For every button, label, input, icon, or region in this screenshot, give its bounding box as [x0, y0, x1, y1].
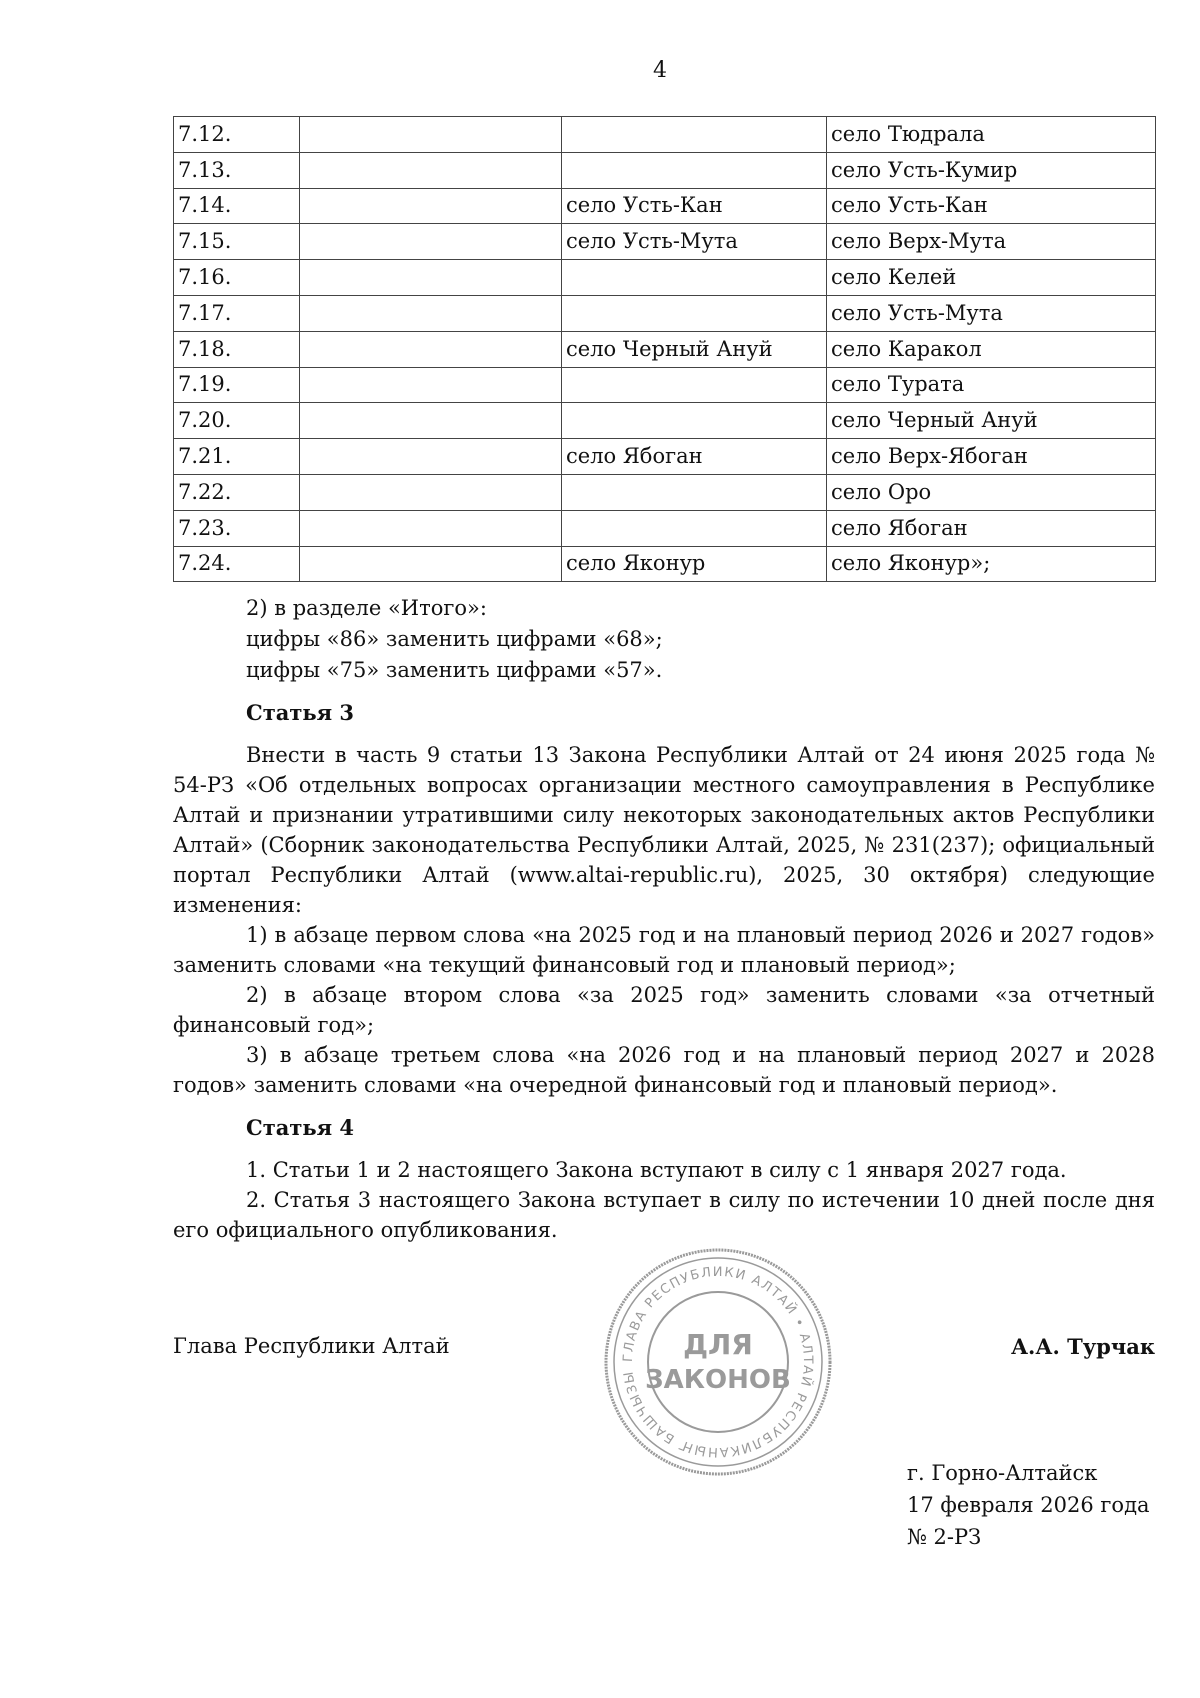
municipality-cell: [300, 188, 562, 224]
itogo-line-2: цифры «86» заменить цифрами «68»;: [246, 627, 663, 651]
admin-center-cell: село Усть-Мута: [562, 224, 827, 260]
settlement-cell: село Оро: [827, 474, 1156, 510]
admin-center-cell: село Яконур: [562, 546, 827, 582]
settlement-cell: село Келей: [827, 260, 1156, 296]
admin-center-cell: село Усть-Кан: [562, 188, 827, 224]
row-number-cell: 7.23.: [174, 510, 300, 546]
admin-center-cell: [562, 510, 827, 546]
municipality-cell: [300, 295, 562, 331]
row-number-cell: 7.16.: [174, 260, 300, 296]
municipality-cell: [300, 117, 562, 153]
row-number-cell: 7.24.: [174, 546, 300, 582]
seal-center-line-1: ДЛЯ: [683, 1328, 753, 1361]
row-number-cell: 7.21.: [174, 439, 300, 475]
table-row: [174, 224, 1156, 260]
article-3-paragraph-4: 3) в абзаце третьем слова «на 2026 год и на плановый период 2027 и 2028 годов» заменить словами «на очередной финансовый год и плановый период».: [173, 1043, 1155, 1097]
admin-center-cell: [562, 260, 827, 296]
settlement-cell: село Верх-Мута: [827, 224, 1156, 260]
row-number-cell: 7.12.: [174, 117, 300, 153]
official-seal: [602, 1246, 834, 1478]
place-city: г. Горно-Алтайск: [907, 1461, 1098, 1485]
settlement-cell: село Усть-Кан: [827, 188, 1156, 224]
row-number-cell: 7.18.: [174, 331, 300, 367]
municipality-cell: [300, 152, 562, 188]
table-row: [174, 188, 1156, 224]
settlement-cell: село Тюдрала: [827, 117, 1156, 153]
row-number-cell: 7.19.: [174, 367, 300, 403]
admin-center-cell: [562, 474, 827, 510]
admin-center-cell: [562, 117, 827, 153]
document-number: № 2-РЗ: [907, 1525, 982, 1549]
settlement-cell: село Усть-Мута: [827, 295, 1156, 331]
table-row: [174, 331, 1156, 367]
table-row: [174, 260, 1156, 296]
article-4-heading: Статья 4: [246, 1115, 355, 1140]
admin-center-cell: [562, 403, 827, 439]
municipality-cell: [300, 510, 562, 546]
table-row: [174, 117, 1156, 153]
row-number-cell: 7.22.: [174, 474, 300, 510]
seal-outer-text: ГЛАВА РЕСПУБЛИКИ АЛТАЙ • АЛТАЙ РЕСПУБЛИКАНЫҤ БАШЧЫЗЫ: [620, 1264, 816, 1460]
page-number: 4: [653, 58, 667, 83]
municipality-cell: [300, 331, 562, 367]
table-row: [174, 510, 1156, 546]
settlement-cell: село Усть-Кумир: [827, 152, 1156, 188]
table-row: [174, 367, 1156, 403]
municipality-cell: [300, 224, 562, 260]
table-row: [174, 152, 1156, 188]
table-row: [174, 403, 1156, 439]
table-row: [174, 295, 1156, 331]
article-4-body: [173, 1155, 1155, 1245]
itogo-line-1: 2) в разделе «Итого»:: [246, 596, 487, 620]
article-3-paragraph-3: 2) в абзаце втором слова «за 2025 год» заменить словами «за отчетный финансовый год»;: [173, 983, 1155, 1037]
admin-center-cell: [562, 295, 827, 331]
municipality-cell: [300, 260, 562, 296]
document-date: 17 февраля 2026 года: [907, 1493, 1150, 1517]
article-4-paragraph-1: 1. Статьи 1 и 2 настоящего Закона вступают в силу с 1 января 2027 года.: [246, 1158, 1067, 1182]
settlement-cell: село Черный Ануй: [827, 403, 1156, 439]
itogo-line-3: цифры «75» заменить цифрами «57».: [246, 658, 663, 682]
signer-name: А.А. Турчак: [1010, 1334, 1155, 1359]
article-3-body: [173, 740, 1155, 1100]
settlement-cell: село Каракол: [827, 331, 1156, 367]
municipality-cell: [300, 546, 562, 582]
table-row: [174, 474, 1156, 510]
municipality-cell: [300, 474, 562, 510]
admin-center-cell: село Черный Ануй: [562, 331, 827, 367]
article-3-paragraph-1: Внести в часть 9 статьи 13 Закона Республики Алтай от 24 июня 2025 года № 54-РЗ «Об отдельных вопросах организации местного самоуправления в Республике Алтай и признании утратившими силу некоторых законодательных актов Республики Алтай» (Сборник законодательства Республики Алтай, 2025, № 231(237); официальный портал Республики Алтай (www.altai-republic.ru), 2025, 30 октября) следующие изменения:: [173, 743, 1155, 917]
admin-center-cell: [562, 152, 827, 188]
article-3-paragraph-2: 1) в абзаце первом слова «на 2025 год и на плановый период 2026 и 2027 годов» заменить словами «на текущий финансовый год и плановый период»;: [173, 923, 1155, 977]
table-row: [174, 546, 1156, 582]
row-number-cell: 7.13.: [174, 152, 300, 188]
article-3-heading: Статья 3: [246, 700, 355, 725]
admin-center-cell: село Ябоган: [562, 439, 827, 475]
row-number-cell: 7.14.: [174, 188, 300, 224]
row-number-cell: 7.17.: [174, 295, 300, 331]
article-4-paragraph-2: 2. Статья 3 настоящего Закона вступает в силу по истечении 10 дней после дня его официального опубликования.: [173, 1188, 1155, 1242]
seal-graphic: [602, 1246, 834, 1478]
admin-center-cell: [562, 367, 827, 403]
settlements-table: [173, 116, 1156, 582]
settlement-cell: село Яконур»;: [827, 546, 1156, 582]
table-row: [174, 439, 1156, 475]
row-number-cell: 7.15.: [174, 224, 300, 260]
seal-center-line-2: ЗАКОНОВ: [645, 1365, 791, 1395]
municipality-cell: [300, 367, 562, 403]
settlement-cell: село Верх-Ябоган: [827, 439, 1156, 475]
municipality-cell: [300, 403, 562, 439]
place-date-number: [907, 1457, 1150, 1553]
settlement-cell: село Ябоган: [827, 510, 1156, 546]
municipality-cell: [300, 439, 562, 475]
signer-title: Глава Республики Алтай: [173, 1334, 450, 1358]
settlement-cell: село Турата: [827, 367, 1156, 403]
row-number-cell: 7.20.: [174, 403, 300, 439]
